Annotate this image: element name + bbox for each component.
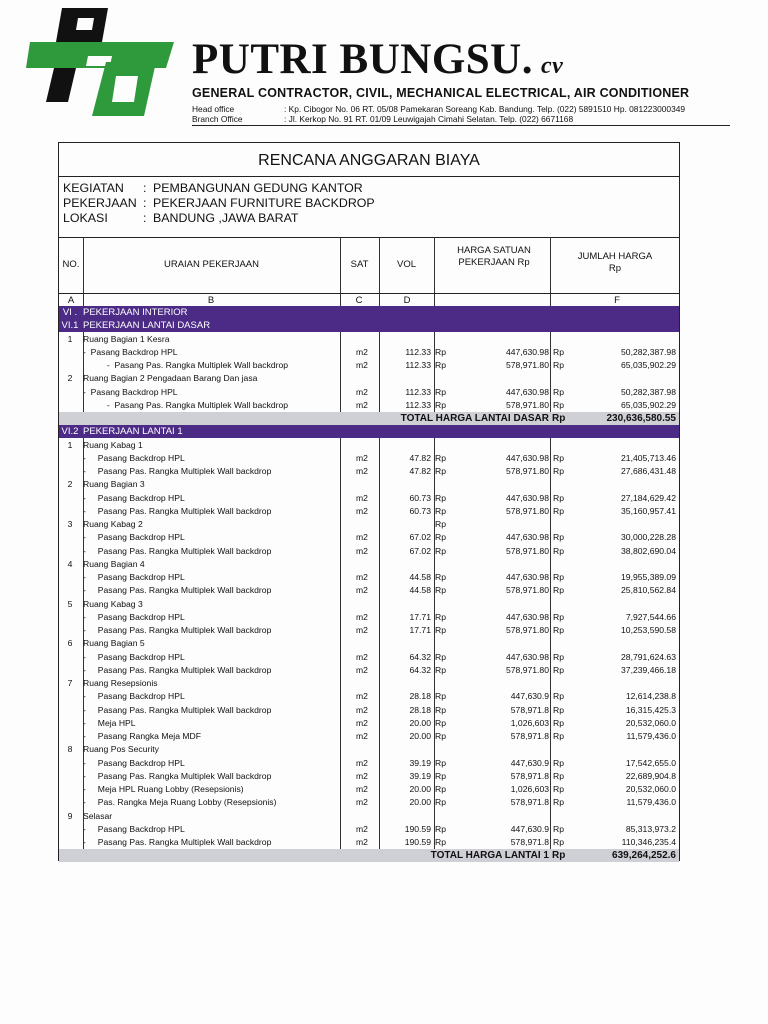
section-header-row <box>59 319 679 332</box>
item-amount: 50,282,387.98 <box>621 346 676 357</box>
total-row <box>59 412 679 425</box>
section-title: PEKERJAAN LANTAI DASAR <box>83 320 211 332</box>
price-currency: Rp <box>435 505 446 516</box>
amount-currency: Rp <box>553 466 564 476</box>
price-currency: Rp <box>435 585 446 596</box>
table-row <box>59 359 679 372</box>
company-suffix: cv <box>541 53 564 79</box>
price-currency: Rp <box>435 717 446 728</box>
price-currency: Rp <box>435 651 446 662</box>
section-number: VI . <box>62 307 78 318</box>
item-unit-price: 578,971.8 <box>510 797 549 808</box>
group-row <box>59 478 679 491</box>
item-description: - Pasang Pas. Rangka Multiplek Wall backdrop <box>83 664 272 675</box>
item-unit: m2 <box>356 757 368 768</box>
item-unit: m2 <box>356 717 368 728</box>
header-unit: SAT <box>350 259 369 270</box>
item-unit: m2 <box>356 545 368 556</box>
section-title: PEKERJAAN LANTAI 1 <box>83 426 183 438</box>
item-unit: m2 <box>356 505 368 516</box>
item-unit-price: 447,630.98 <box>505 651 549 662</box>
item-description: Ruang Bagian 3 <box>83 479 145 490</box>
item-volume: 60.73 <box>409 492 431 503</box>
price-currency: Rp <box>435 691 446 702</box>
item-unit-price: 447,630.98 <box>505 492 549 503</box>
group-row <box>59 333 679 346</box>
item-description: Ruang Bagian 5 <box>83 638 145 649</box>
amount-currency: Rp <box>553 360 564 370</box>
price-currency: Rp <box>435 399 446 410</box>
item-amount: 12,614,238.8 <box>625 691 676 702</box>
table-row <box>59 770 679 783</box>
item-number: 2 <box>67 479 73 490</box>
item-volume: 190.59 <box>404 823 431 834</box>
table-row <box>59 545 679 558</box>
item-amount: 65,035,902.29 <box>621 399 676 410</box>
item-volume: 67.02 <box>409 545 431 556</box>
item-description: - Pasang Pas. Rangka Multiplek Wall backdrop <box>83 704 272 715</box>
item-volume: 20.00 <box>409 717 431 728</box>
price-currency: Rp <box>435 625 446 635</box>
total-label: TOTAL HARGA LANTAI 1 <box>430 850 549 862</box>
amount-currency: Rp <box>553 492 564 503</box>
amount-currency: Rp <box>553 545 564 556</box>
amount-currency: Rp <box>553 399 564 410</box>
item-description: Ruang Bagian 1 Kesra <box>83 333 170 344</box>
amount-currency: Rp <box>553 386 564 397</box>
item-unit: m2 <box>356 492 368 503</box>
header-volume: VOL <box>396 259 416 270</box>
item-description: Selasar <box>83 810 113 821</box>
item-amount: 11,579,436.0 <box>626 731 676 741</box>
item-unit: m2 <box>356 572 368 582</box>
amount-currency: Rp <box>553 452 564 463</box>
branch-office-line: Branch Office : Jl. Kerkop No. 91 RT. 01/09 Leuwigajah Cimahi Selatan. Telp. (022) 6671168 <box>192 114 574 124</box>
item-amount: 11,579,436.0 <box>626 797 676 808</box>
item-unit: m2 <box>356 651 368 662</box>
item-unit: m2 <box>356 386 368 397</box>
price-currency: Rp <box>435 466 446 476</box>
item-unit: m2 <box>356 704 368 715</box>
amount-currency: Rp <box>553 585 564 596</box>
item-description: - Pasang Pas. Rangka Multiplek Wall backdrop <box>83 360 289 370</box>
total-currency: Rp <box>552 413 566 424</box>
table-row <box>59 386 679 399</box>
item-amount: 16,315,425.3 <box>625 704 676 715</box>
item-description: - Pasang Pas. Rangka Multiplek Wall backdrop <box>83 585 272 596</box>
item-description: - Pasang Backdrop HPL <box>83 492 185 503</box>
letter-f: F <box>614 295 620 306</box>
item-amount: 30,000,228.28 <box>621 532 676 543</box>
table-row <box>59 571 679 584</box>
item-unit-price: 578,971.80 <box>505 466 549 476</box>
item-amount: 21,405,713.46 <box>621 452 676 463</box>
item-unit-price: 447,630.98 <box>505 386 549 397</box>
header-no: NO. <box>62 259 80 270</box>
item-description: Ruang Bagian 4 <box>83 558 145 569</box>
group-row <box>59 743 679 756</box>
item-unit-price: 578,971.8 <box>510 731 549 741</box>
item-description: - Pasang Backdrop HPL <box>83 346 178 357</box>
group-row <box>59 518 679 531</box>
item-unit-price: 578,971.80 <box>505 360 549 370</box>
table-row <box>59 346 679 359</box>
item-unit-price: 578,971.8 <box>510 704 549 715</box>
total-amount: 639,264,252.6 <box>612 850 676 862</box>
item-number: 8 <box>67 744 73 755</box>
budget-document <box>58 142 680 861</box>
section-header-row <box>59 306 679 319</box>
price-currency: Rp <box>435 770 446 781</box>
item-unit: m2 <box>356 664 368 675</box>
item-amount: 7,927,544.66 <box>625 611 676 622</box>
item-unit-price: 578,971.80 <box>505 399 549 410</box>
header-unit-price: HARGA SATUAN PEKERJAAN Rp <box>457 245 531 268</box>
item-amount: 22,689,904.8 <box>625 770 676 781</box>
info-kegiatan: KEGIATAN : PEMBANGUNAN GEDUNG KANTOR <box>63 181 363 195</box>
item-volume: 28.18 <box>409 691 431 702</box>
letter-b: B <box>207 295 215 306</box>
price-currency: Rp <box>435 757 446 768</box>
item-volume: 44.58 <box>409 585 431 596</box>
table-row <box>59 492 679 505</box>
item-number: 4 <box>67 558 73 569</box>
item-unit-price: 1,026,603 <box>510 717 549 728</box>
item-volume: 112.33 <box>405 346 431 357</box>
item-unit: m2 <box>356 731 368 741</box>
item-unit: m2 <box>356 625 368 635</box>
amount-currency: Rp <box>553 572 564 582</box>
price-currency: Rp <box>435 837 446 847</box>
item-amount: 85,313,973.2 <box>625 823 676 834</box>
price-currency: Rp <box>435 611 446 622</box>
price-currency: Rp <box>435 452 446 463</box>
amount-currency: Rp <box>553 532 564 543</box>
item-description: - Pasang Pas. Rangka Multiplek Wall backdrop <box>83 837 272 847</box>
section-number: VI.1 <box>61 320 79 332</box>
group-row <box>59 439 679 452</box>
item-description: - Pasang Backdrop HPL <box>83 611 185 622</box>
item-amount: 37,239,466.18 <box>621 664 676 675</box>
item-number: 3 <box>67 519 73 529</box>
item-unit: m2 <box>356 452 368 463</box>
table-row <box>59 796 679 809</box>
budget-table <box>59 237 679 862</box>
item-amount: 38,802,690.04 <box>621 545 676 556</box>
item-volume: 39.19 <box>409 757 431 768</box>
amount-currency: Rp <box>553 784 564 794</box>
item-unit: m2 <box>356 823 368 834</box>
item-description: - Pasang Pas. Rangka Multiplek Wall backdrop <box>83 770 272 781</box>
item-description: - Pasang Pas. Rangka Multiplek Wall backdrop <box>83 625 272 635</box>
item-volume: 47.82 <box>409 452 431 463</box>
item-number: 9 <box>67 810 73 821</box>
item-unit-price: 578,971.80 <box>505 664 549 675</box>
item-description: - Pasang Backdrop HPL <box>83 386 178 397</box>
amount-currency: Rp <box>553 770 564 781</box>
item-number: 5 <box>67 598 73 609</box>
item-unit-price: 447,630.98 <box>505 611 549 622</box>
item-description: Ruang Resepsionis <box>83 678 158 688</box>
table-row <box>59 690 679 703</box>
item-amount: 65,035,902.29 <box>621 360 676 370</box>
item-amount: 20,532,060.0 <box>625 784 676 794</box>
item-description: - Pasang Backdrop HPL <box>83 651 185 662</box>
amount-currency: Rp <box>553 704 564 715</box>
table-row <box>59 717 679 730</box>
title-divider <box>59 176 679 177</box>
table-row <box>59 664 679 677</box>
total-currency: Rp <box>552 850 566 862</box>
item-unit-price: 578,971.80 <box>505 505 549 516</box>
item-unit-price: 578,971.8 <box>510 770 549 781</box>
amount-currency: Rp <box>553 717 564 728</box>
price-currency: Rp <box>435 386 446 397</box>
item-amount: 27,184,629.42 <box>621 492 676 503</box>
item-unit-price: 578,971.8 <box>510 837 549 847</box>
table-row <box>59 823 679 836</box>
item-number: 2 <box>67 373 73 384</box>
item-volume: 44.58 <box>409 572 431 582</box>
group-row <box>59 637 679 650</box>
item-amount: 19,955,389.09 <box>621 572 676 582</box>
table-row <box>59 836 679 849</box>
item-amount: 17,542,655.0 <box>625 757 676 768</box>
item-unit-price: 578,971.80 <box>505 545 549 556</box>
letter-a: A <box>67 295 75 306</box>
item-description: - Pasang Backdrop HPL <box>83 757 185 768</box>
item-unit: m2 <box>356 770 368 781</box>
letter-d: D <box>403 295 411 306</box>
item-number: 7 <box>67 678 73 688</box>
item-volume: 20.00 <box>409 784 431 794</box>
item-unit-price: 447,630.98 <box>505 532 549 543</box>
item-amount: 25,810,562.84 <box>621 585 676 596</box>
company-logo <box>26 6 178 118</box>
table-row <box>59 399 679 412</box>
item-description: - Pasang Pas. Rangka Multiplek Wall backdrop <box>83 545 272 556</box>
table-row <box>59 584 679 597</box>
amount-currency: Rp <box>553 837 564 847</box>
amount-currency: Rp <box>553 625 564 635</box>
item-volume: 20.00 <box>409 797 431 808</box>
price-currency: Rp <box>435 797 446 808</box>
item-unit: m2 <box>356 346 368 357</box>
item-description: - Meja HPL Ruang Lobby (Resepsionis) <box>83 784 244 794</box>
price-currency: Rp <box>435 346 446 357</box>
company-name: PUTRI BUNGSU. cv <box>192 36 564 83</box>
group-row <box>59 598 679 611</box>
item-description: - Pas. Rangka Meja Ruang Lobby (Resepsionis) <box>83 797 277 808</box>
item-description: - Pasang Rangka Meja MDF <box>83 731 201 741</box>
item-description: - Pasang Pas. Rangka Multiplek Wall backdrop <box>83 466 272 476</box>
price-currency: Rp <box>435 823 446 834</box>
group-row <box>59 372 679 385</box>
item-unit-price: 447,630.98 <box>505 346 549 357</box>
item-description: - Pasang Backdrop HPL <box>83 572 185 582</box>
header-amount: JUMLAH HARGA Rp <box>577 251 653 274</box>
section-title: PEKERJAAN INTERIOR <box>83 307 188 318</box>
table-row <box>59 531 679 544</box>
item-description: - Pasang Backdrop HPL <box>83 691 185 702</box>
item-amount: 110,346,235.4 <box>621 837 676 847</box>
item-unit: m2 <box>356 797 368 808</box>
table-row <box>59 452 679 465</box>
amount-currency: Rp <box>553 505 564 516</box>
item-volume: 112.33 <box>405 386 431 397</box>
item-volume: 28.18 <box>409 704 431 715</box>
item-unit: m2 <box>356 611 368 622</box>
amount-currency: Rp <box>553 346 564 357</box>
amount-currency: Rp <box>553 731 564 741</box>
item-volume: 39.19 <box>409 770 431 781</box>
table-row <box>59 505 679 518</box>
price-currency: Rp <box>435 784 446 794</box>
item-volume: 64.32 <box>409 664 431 675</box>
item-volume: 64.32 <box>409 651 431 662</box>
item-amount: 20,532,060.0 <box>625 717 676 728</box>
item-amount: 27,686,431.48 <box>621 466 676 476</box>
item-unit: m2 <box>356 585 368 596</box>
item-volume: 112.33 <box>405 360 431 370</box>
amount-currency: Rp <box>553 691 564 702</box>
item-amount: 35,160,957.41 <box>621 505 676 516</box>
item-description: Ruang Kabag 2 <box>83 519 143 529</box>
item-volume: 67.02 <box>409 532 431 543</box>
item-volume: 20.00 <box>409 731 431 741</box>
item-volume: 47.82 <box>409 466 431 476</box>
table-row <box>59 651 679 664</box>
item-unit: m2 <box>356 399 368 410</box>
price-currency: Rp <box>435 704 446 715</box>
total-amount: 230,636,580.55 <box>606 413 676 424</box>
table-row <box>59 783 679 796</box>
amount-currency: Rp <box>553 757 564 768</box>
header-description: URAIAN PEKERJAAN <box>163 259 260 270</box>
table-row <box>59 757 679 770</box>
item-unit-price: 447,630.9 <box>510 757 549 768</box>
item-description: Ruang Kabag 3 <box>83 598 143 609</box>
item-description: - Pasang Backdrop HPL <box>83 532 185 543</box>
item-unit-price: 578,971.80 <box>505 585 549 596</box>
item-number: 1 <box>67 439 73 450</box>
item-number: 1 <box>67 333 73 344</box>
item-volume: 190.59 <box>404 837 431 847</box>
item-amount: 50,282,387.98 <box>621 386 676 397</box>
price-currency: Rp <box>435 572 446 582</box>
item-unit: m2 <box>356 784 368 794</box>
amount-currency: Rp <box>553 664 564 675</box>
price-currency: Rp <box>435 532 446 543</box>
item-volume: 17.71 <box>409 611 431 622</box>
price-currency: Rp <box>435 360 446 370</box>
item-amount: 28,791,624.63 <box>621 651 676 662</box>
price-currency: Rp <box>435 545 446 556</box>
group-row <box>59 558 679 571</box>
item-unit-price: 447,630.9 <box>510 691 549 702</box>
item-number: 6 <box>67 638 73 649</box>
item-volume: 60.73 <box>409 505 431 516</box>
table-row <box>59 704 679 717</box>
letter-c: C <box>355 295 363 306</box>
item-amount: 10,253,590.58 <box>621 625 676 635</box>
amount-currency: Rp <box>553 611 564 622</box>
group-row <box>59 677 679 690</box>
item-volume: 112.33 <box>405 399 431 410</box>
table-row <box>59 611 679 624</box>
item-volume: 17.71 <box>409 625 431 635</box>
item-unit: m2 <box>356 532 368 543</box>
head-office-line: Head office : Kp. Cibogor No. 06 RT. 05/08 Pamekaran Soreang Kab. Bandung. Telp. (022) 5891510 Hp. 081223000349 <box>192 104 686 114</box>
item-description: Ruang Kabag 1 <box>83 439 143 450</box>
item-description: - Pasang Pas. Rangka Multiplek Wall backdrop <box>83 505 272 516</box>
group-row <box>59 810 679 823</box>
info-lokasi: LOKASI : BANDUNG ,JAWA BARAT <box>63 211 299 225</box>
price-currency: Rp <box>435 664 446 675</box>
amount-currency: Rp <box>553 797 564 808</box>
item-unit: m2 <box>356 837 368 847</box>
item-unit-price: 447,630.98 <box>505 452 549 463</box>
item-description: Ruang Pos Security <box>83 744 159 755</box>
price-currency: Rp <box>435 731 446 741</box>
company-subtitle: GENERAL CONTRACTOR, CIVIL, MECHANICAL ELECTRICAL, AIR CONDITIONER <box>192 86 690 100</box>
section-number: VI.2 <box>61 426 79 438</box>
table-row <box>59 730 679 743</box>
item-unit-price: 447,630.9 <box>510 823 549 834</box>
item-description: - Pasang Backdrop HPL <box>83 452 185 463</box>
table-row <box>59 465 679 478</box>
item-unit-price: 447,630.98 <box>505 572 549 582</box>
section-header-row <box>59 425 679 438</box>
price-currency: Rp <box>435 492 446 503</box>
item-description: - Pasang Pas. Rangka Multiplek Wall backdrop <box>83 399 289 410</box>
item-description: - Meja HPL <box>83 717 136 728</box>
price-currency: Rp <box>435 519 446 529</box>
item-unit-price: 1,026,603 <box>510 784 549 794</box>
amount-currency: Rp <box>553 651 564 662</box>
total-label: TOTAL HARGA LANTAI DASAR <box>400 413 549 424</box>
info-pekerjaan: PEKERJAAN : PEKERJAAN FURNITURE BACKDROP <box>63 196 375 210</box>
item-description: - Pasang Backdrop HPL <box>83 823 185 834</box>
table-row <box>59 624 679 637</box>
item-unit-price: 578,971.80 <box>505 625 549 635</box>
item-unit: m2 <box>356 466 368 476</box>
header-divider <box>192 125 730 126</box>
amount-currency: Rp <box>553 823 564 834</box>
item-description: Ruang Bagian 2 Pengadaan Barang Dan jasa <box>83 373 258 384</box>
item-unit: m2 <box>356 691 368 702</box>
item-unit: m2 <box>356 360 368 370</box>
total-row <box>59 849 679 862</box>
document-title: RENCANA ANGGARAN BIAYA <box>258 152 480 169</box>
